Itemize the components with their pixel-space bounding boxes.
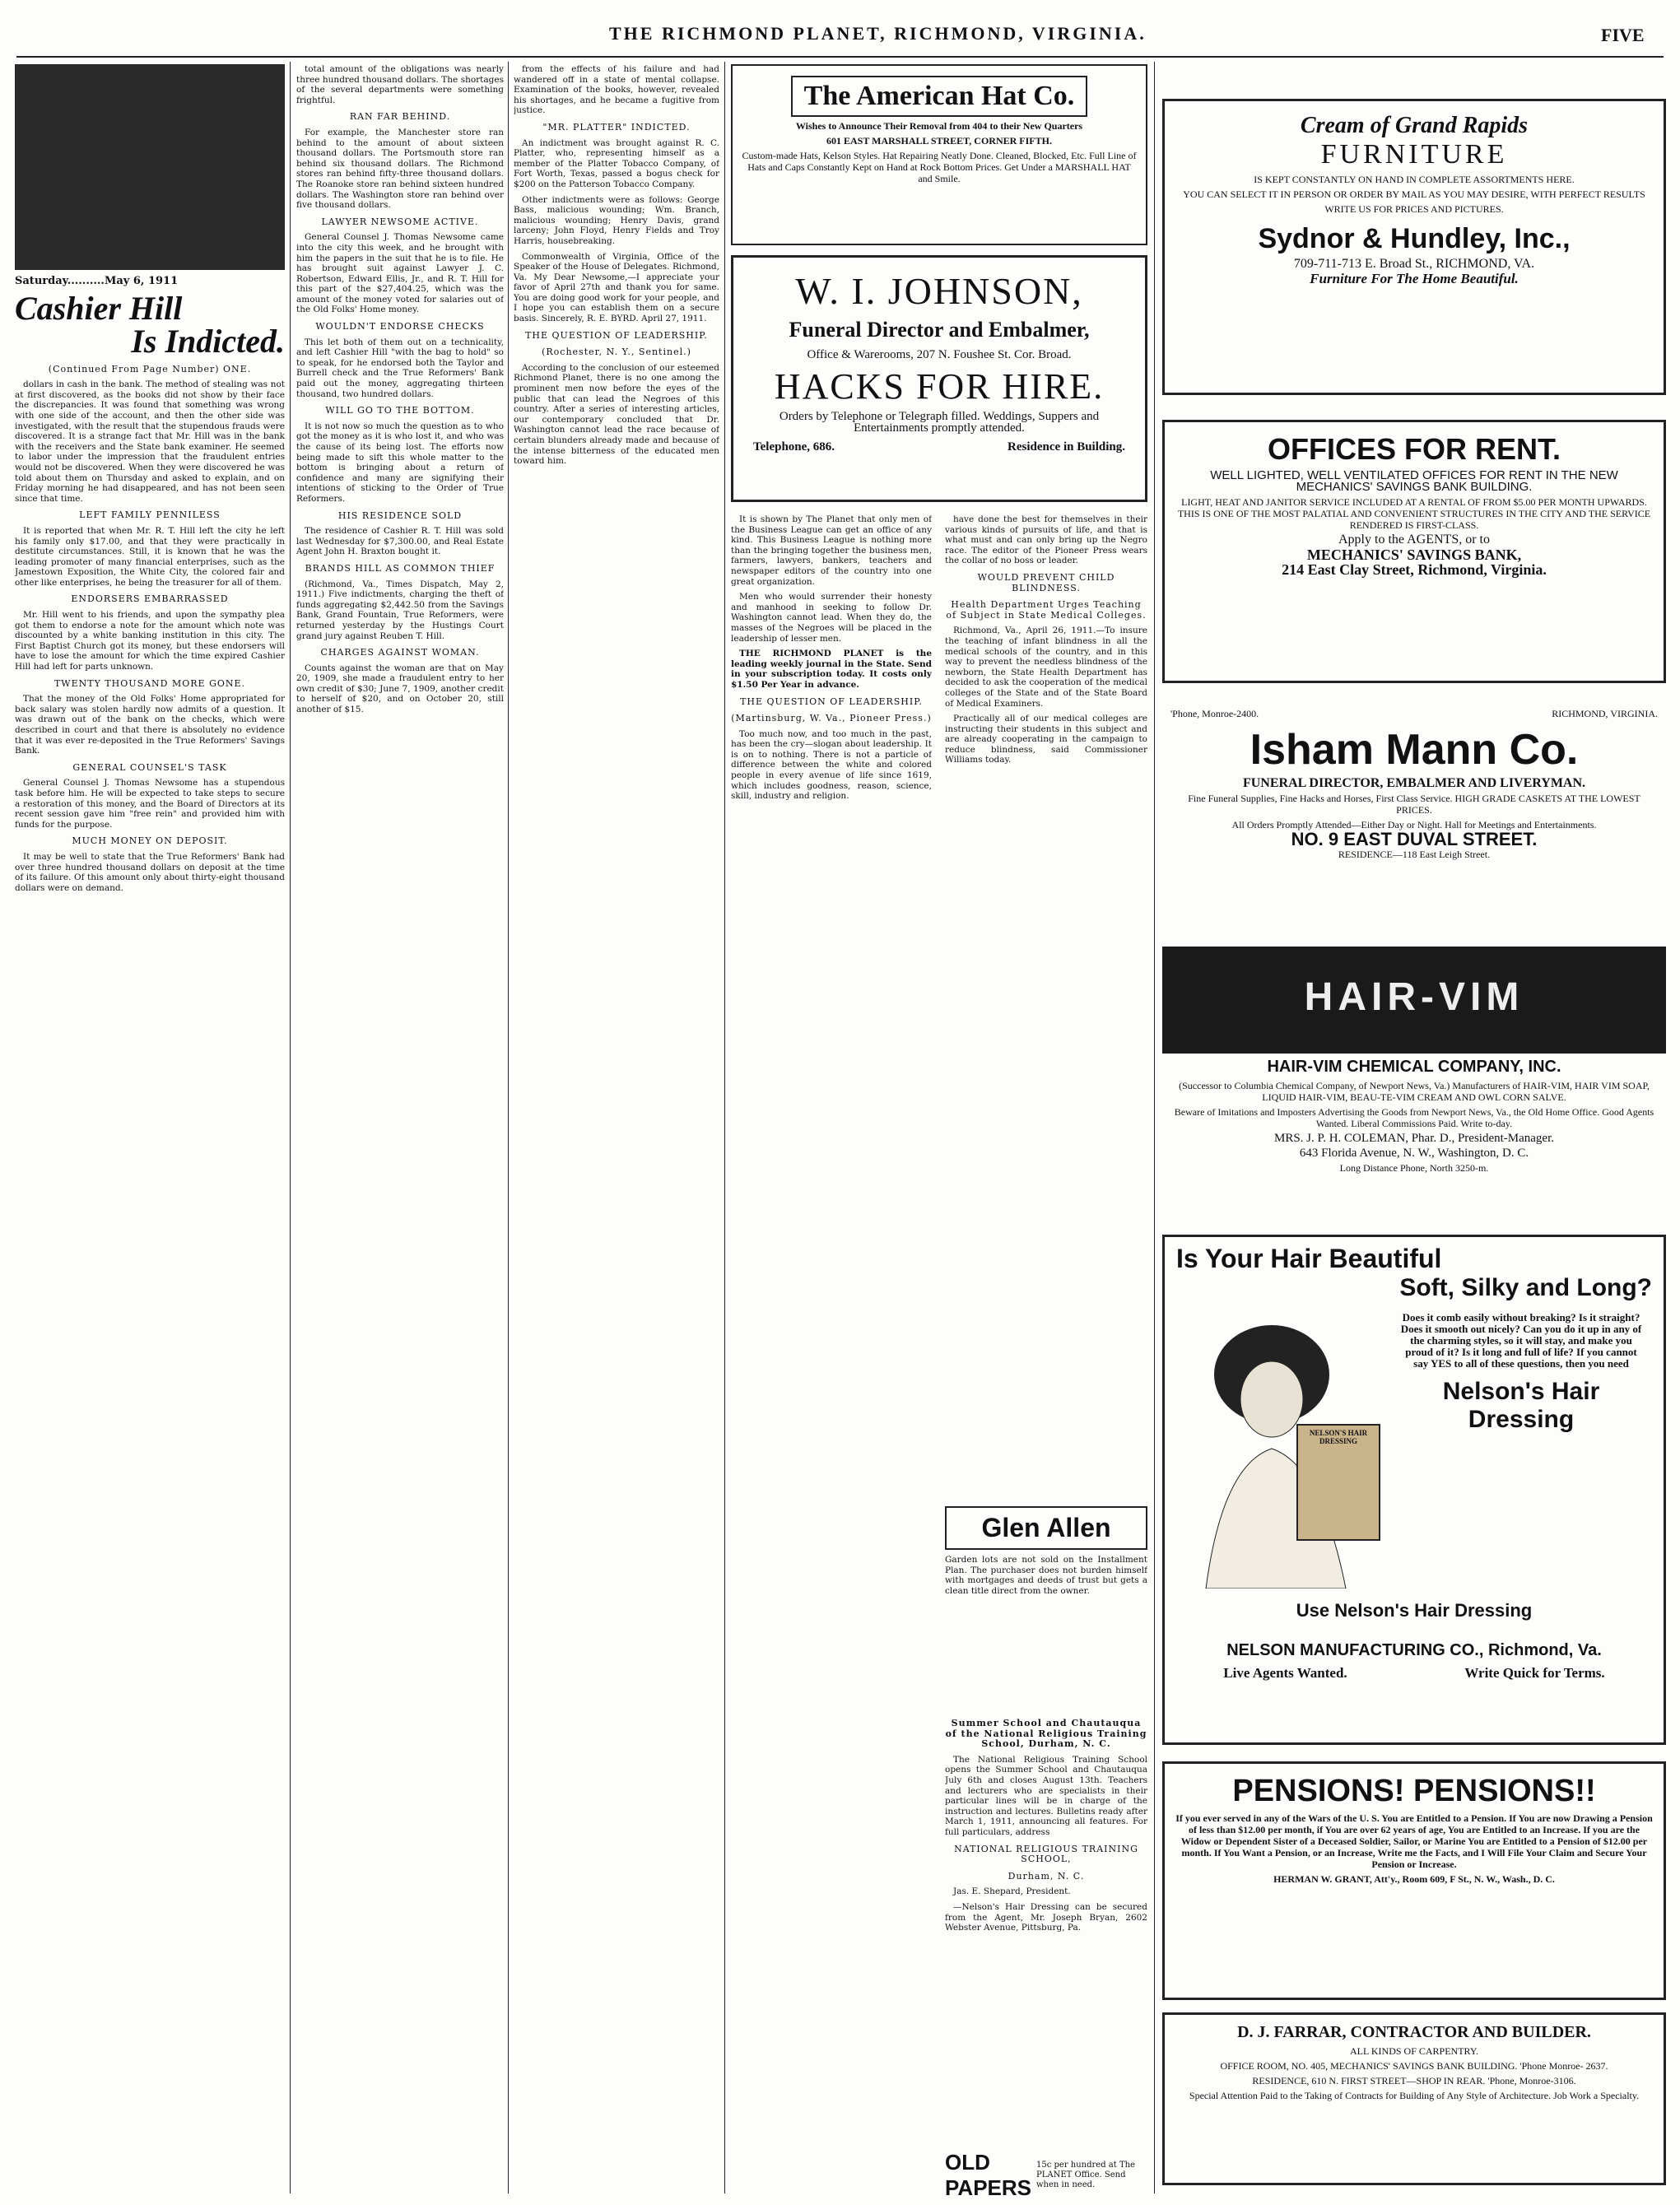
paragraph: According to the conclusion of our esteemed Richmond Planet, there is no one among the prominent men now before the eyes of the public that can lead the Negroes of this country. After a series of interesting articles, our contemporary concluded that Dr. Washington cannot lead the race because of certain blunders already made and because of the intense bitterness of the educated men toward him. bbox=[514, 362, 719, 467]
woman-portrait-image bbox=[1173, 1309, 1379, 1589]
page-number: FIVE bbox=[1601, 25, 1645, 45]
hair-vim-ad bbox=[1162, 1058, 1666, 1222]
ad-line: WRITE US FOR PRICES AND PICTURES. bbox=[1324, 203, 1504, 215]
ad-product: Nelson's Hair Dressing bbox=[1442, 1378, 1600, 1433]
summer-school-notice bbox=[945, 1712, 1147, 2066]
subhead: WOULDN'T ENDORSE CHECKS bbox=[315, 321, 485, 333]
article-column-5 bbox=[945, 514, 1147, 1494]
ad-title: PENSIONS! PENSIONS!! bbox=[1232, 1774, 1596, 1808]
paragraph: Mr. Hill went to his friends, and upon the sympathy plea got them to endorse a note for the amount which note was discounted by a white banking institution in this city. The First Baptist Church got its money, but these endorsers will have to lose the amount for which the time expired Cashier Hill had left for parts unknown. bbox=[15, 610, 285, 672]
notice-signature: Jas. E. Shepard, President. bbox=[953, 1886, 1071, 1897]
smudged-emblem-image bbox=[15, 64, 285, 270]
ad-name: D. J. FARRAR, CONTRACTOR AND BUILDER. bbox=[1237, 2023, 1591, 2041]
ad-top: Cream of Grand Rapids bbox=[1300, 113, 1529, 138]
header-rule bbox=[16, 56, 1664, 58]
paragraph: An indictment was brought against R. C. Platter, who, representing himself as a member of the Platter Tobacco Company, of Fort Worth, Texas, passed a bogus check for $200 on the Patterson Tobacco Company. bbox=[514, 137, 719, 189]
ad-line: Orders by Telephone or Telegraph filled. Weddings, Suppers and Entertainments promptly attended. bbox=[779, 410, 1100, 435]
ad-line: Special Attention Paid to the Taking of Contracts for Building of Any Style of Architecture. Job Work a Specialty. bbox=[1189, 2090, 1640, 2101]
ad-title: OFFICES FOR RENT. bbox=[1267, 432, 1561, 466]
ad-hacks: HACKS FOR HIRE. bbox=[774, 366, 1105, 407]
notice-address: Durham, N. C. bbox=[1008, 1870, 1085, 1882]
ad-line: Fine Funeral Supplies, Fine Hacks and Horses, First Class Service. HIGH GRADE CASKETS AT THE LOWEST PRICES. bbox=[1188, 793, 1640, 816]
subhead-deck: Health Department Urges Teaching of Subject in State Medical Colleges. bbox=[946, 599, 1147, 621]
ad-name: Sydnor & Hundley, Inc., bbox=[1258, 223, 1571, 254]
paragraph: Counts against the woman are that on May 20, 1909, she made a fraudulent entry to her own credit of $30; June 7, 1909, another credit to herself of $20, and on October 20, still another of $15. bbox=[296, 663, 504, 715]
old-papers-notice bbox=[945, 2152, 1147, 2198]
continued-note: (Continued From Page Number) ONE. bbox=[48, 363, 252, 374]
subscription-notice: THE RICHMOND PLANET is the leading weekly journal in the State. Send in your subscription today. It costs only $1.50 Per Year in advance. bbox=[731, 649, 932, 690]
ad-residence: RESIDENCE—118 East Leigh Street. bbox=[1338, 849, 1491, 860]
notice-address: NATIONAL RELIGIOUS TRAINING SCHOOL, bbox=[954, 1843, 1138, 1865]
paragraph: General Counsel J. Thomas Newsome has a stupendous task before him. He will be expected to take steps to secure a restoration of this money, and the Board of Directors at its recent session gave him "free rein" and provided him with funds for the purpose. bbox=[15, 778, 285, 830]
ad-line: Custom-made Hats, Kelson Styles. Hat Repairing Neatly Done. Cleaned, Blocked, Etc. Full Line of Hats and Caps Constantly Kept on Hand at Rock Bottom Prices. Get Under a MARSHALL HAT and Smile. bbox=[742, 150, 1137, 184]
ad-role: Funeral Director and Embalmer, bbox=[789, 318, 1090, 342]
ad-line: All Orders Promptly Attended—Either Day or Night. Hall for Meetings and Entertainments. bbox=[1231, 819, 1597, 830]
article-column-3 bbox=[514, 64, 719, 2196]
subhead: TWENTY THOUSAND MORE GONE. bbox=[54, 677, 246, 689]
ad-line: IS KEPT CONSTANTLY ON HAND IN COMPLETE ASSORTMENTS HERE. bbox=[1254, 174, 1575, 185]
ad-line: MECHANICS' SAVINGS BANK, bbox=[1306, 547, 1522, 563]
ad-title: The American Hat Co. bbox=[791, 76, 1088, 117]
subhead: WOULD PREVENT CHILD BLINDNESS. bbox=[977, 571, 1115, 593]
ad-question-1: Is Your Hair Beautiful bbox=[1176, 1244, 1442, 1273]
ad-name: HAIR-VIM CHEMICAL COMPANY, INC. bbox=[1267, 1058, 1561, 1076]
ad-role: FUNERAL DIRECTOR, EMBALMER AND LIVERYMAN. bbox=[1242, 776, 1586, 790]
subhead: MUCH MONEY ON DEPOSIT. bbox=[72, 835, 228, 847]
ad-signature: HERMAN W. GRANT, Att'y., Room 609, F St., N. W., Wash., D. C. bbox=[1273, 1873, 1555, 1885]
ad-use-line: Use Nelson's Hair Dressing bbox=[1296, 1600, 1533, 1621]
ad-city: RICHMOND, VIRGINIA. bbox=[1552, 708, 1658, 719]
page-header bbox=[0, 0, 1680, 58]
article-column-1 bbox=[15, 64, 285, 2196]
column-rule bbox=[1154, 62, 1155, 2193]
subhead: RAN FAR BEHIND. bbox=[349, 111, 451, 123]
paragraph: have done the best for themselves in their various kinds of pursuits of life, and that is what must and can only bring up the Negro race. The editor of the Pioneer Press wears the collar of no boss or leader. bbox=[945, 514, 1147, 566]
paragraph: The National Religious Training School opens the Summer School and Chautauqua July 6th and closes August 13th. Teachers and lecturers who are specialists in their particular lines will be in charge of the instruction and lectures. Bulletins ready after March 1, 1911, announcing all features. For full particulars, address bbox=[945, 1754, 1147, 1837]
ad-furniture: FURNITURE bbox=[1320, 139, 1508, 170]
paragraph: It is not now so much the question as to who got the money as it is who lost it, and who was the cause of its being lost. The efforts now being made to sift this whole matter to the bottom is bringing about a return of confidence and many are signifying their intentions of sticking to the Order of True Reformers. bbox=[296, 421, 504, 504]
subhead: ENDORSERS EMBARRASSED bbox=[71, 593, 229, 605]
ad-line: Long Distance Phone, North 3250-m. bbox=[1339, 1162, 1489, 1174]
ad-title: Glen Allen bbox=[945, 1506, 1147, 1550]
paragraph: Too much now, and too much in the past, has been the cry—slogan about leadership. It is on to nothing. There is not a particle of difference between the white and colored people in every avenue of life since 1619, which includes goodness, reason, science, skill, industry and religion. bbox=[731, 728, 932, 802]
paragraph: Men who would surrender their honesty and manhood in seeking to follow Dr. Washington cannot lead. When they do, the masses of the Negroes will be placed in the leadership of lesser men. bbox=[731, 592, 932, 644]
ad-line: Beware of Imitations and Imposters Advertising the Goods from Newport News, Va., the Old Home Office. Good Agents Wanted. Liberal Commissions Paid. Write to-day. bbox=[1174, 1106, 1654, 1129]
ad-address: 709-711-713 E. Broad St., RICHMOND, VA. bbox=[1293, 257, 1535, 271]
paragraph: General Counsel J. Thomas Newsome came into the city this week, and he brought with him the papers in the suit that he is to file. He has brought suit against Lawyer J. C. Robertson, Edward Ellis, Jr., and R. T. Hill for this part of the $27,404.25, which was the amount of the money voted for salaries out of the Old Folks' Home money. bbox=[296, 232, 504, 315]
ad-address: NO. 9 EAST DUVAL STREET. bbox=[1291, 829, 1538, 849]
paragraph: It may be well to state that the True Reformers' Bank had over three hundred thousand dollars on deposit at the time of its failure. Of this amount only about thirty-eight thousand dollars were on demand. bbox=[15, 851, 285, 893]
bottle-label: NELSON'S HAIR DRESSING bbox=[1309, 1429, 1368, 1445]
ad-residence: Residence in Building. bbox=[1008, 440, 1125, 454]
ad-write: Write Quick for Terms. bbox=[1464, 1665, 1605, 1681]
ad-line: Apply to the AGENTS, or to bbox=[1338, 533, 1490, 547]
ad-line: LIGHT, HEAT AND JANITOR SERVICE INCLUDED AT A RENTAL OF FROM $5.00 PER MONTH UPWARDS. THIS IS ONE OF THE MOST PALATIAL AND CONVENIENT STRUCTURES IN THE CITY AND THE SERVICE RENDERED IS FIRST-CLASS. bbox=[1177, 496, 1651, 531]
ad-line: 214 East Clay Street, Richmond, Virginia. bbox=[1282, 561, 1547, 578]
subhead-source: (Martinsburg, W. Va., Pioneer Press.) bbox=[731, 713, 932, 724]
isham-mann-ad bbox=[1162, 708, 1666, 922]
nelson-hair-dressing-ad bbox=[1162, 1235, 1666, 1745]
farrar-builder-ad bbox=[1162, 2012, 1666, 2185]
paragraph: It is shown by The Planet that only men of the Business League can get an office of any kind. This Business League is nothing more than the bringing together the business men, farmers, lawyers, bankers, teachers and newspaper editors of the country into one great organization. bbox=[731, 514, 932, 587]
dateline: Saturday..........May 6, 1911 bbox=[15, 275, 179, 287]
column-rule bbox=[724, 62, 725, 2193]
ad-line: YOU CAN SELECT IT IN PERSON OR ORDER BY MAIL AS YOU MAY DESIRE, WITH PERFECT RESULTS bbox=[1183, 188, 1645, 200]
column-rule bbox=[290, 62, 291, 2193]
ad-line: (Successor to Columbia Chemical Company, of Newport News, Va.) Manufacturers of HAIR-VIM, HAIR VIM SOAP, LIQUID HAIR-VIM, BEAU-TE-VIM CREAM AND OWL CORN SALVE. bbox=[1179, 1080, 1650, 1103]
ad-line: RESIDENCE, 610 N. FIRST STREET—SHOP IN REAR. 'Phone, Monroe-3106. bbox=[1252, 2075, 1576, 2086]
subhead: CHARGES AGAINST WOMAN. bbox=[320, 647, 480, 658]
ad-question-2: Soft, Silky and Long? bbox=[1399, 1274, 1652, 1301]
subhead: LEFT FAMILY PENNILESS bbox=[79, 509, 221, 521]
johnson-funeral-ad bbox=[731, 255, 1147, 502]
subhead: LAWYER NEWSOME ACTIVE. bbox=[321, 216, 479, 227]
ad-line: WELL LIGHTED, WELL VENTILATED OFFICES FOR RENT IN THE NEW MECHANICS' SAVINGS BANK BUILDING. bbox=[1210, 468, 1618, 494]
hair-dressing-bottle-image bbox=[1296, 1424, 1380, 1541]
ad-tagline: Furniture For The Home Beautiful. bbox=[1310, 271, 1519, 286]
ad-phone: 'Phone, Monroe-2400. bbox=[1170, 708, 1259, 719]
notice-text: 15c per hundred at The PLANET Office. Send when in need. bbox=[1036, 2160, 1135, 2189]
american-hat-ad bbox=[731, 64, 1147, 245]
subhead: THE QUESTION OF LEADERSHIP. bbox=[740, 695, 923, 707]
subhead: "MR. PLATTER" INDICTED. bbox=[542, 121, 691, 133]
subhead-source: (Rochester, N. Y., Sentinel.) bbox=[542, 347, 691, 358]
ad-line: MRS. J. P. H. COLEMAN, Phar. D., President-Manager. bbox=[1274, 1132, 1554, 1145]
paragraph: Richmond, Va., April 26, 1911.—To insure the teaching of infant blindness in all the medical schools of the country, and in this way to prevent the needless blindness of the newborn, the State Health Department has decided to ask the cooperation of the medical colleges of the State and of the State Board of Medical Examiners. bbox=[945, 626, 1147, 709]
paragraph: from the effects of his failure and had wandered off in a state of mental collapse. Examination of the books, however, revealed his shortages, and he became a fugitive from justice. bbox=[514, 64, 719, 116]
paragraph: The residence of Cashier R. T. Hill was sold last Wednesday for $7,300.00, and Real Estate Agent John H. Braxton bought it. bbox=[296, 526, 504, 557]
subhead: THE QUESTION OF LEADERSHIP. bbox=[525, 329, 708, 341]
article-column-2 bbox=[296, 64, 504, 2196]
hair-vim-logo-image bbox=[1162, 947, 1666, 1054]
ad-name: W. I. JOHNSON, bbox=[795, 270, 1083, 312]
paragraph: Practically all of our medical colleges are instructing their students in this subject and are already cooperating in the campaign to reduce blindness, said Commissioner Williams today. bbox=[945, 714, 1147, 765]
pensions-ad bbox=[1162, 1761, 1666, 2000]
logo-text: HAIR-VIM bbox=[1304, 975, 1524, 1019]
paragraph: Commonwealth of Virginia, Office of the Speaker of the House of Delegates. Richmond, Va. My Dear Newsome,—I appreciate your favor of April 27th and thank you for same. You are doing good work for your people, and I hope you can establish them on a secure basis. Sincerely, R. E. BYRD. April 27, 1911. bbox=[514, 251, 719, 324]
paragraph: This let both of them out on a technicality, and left Cashier Hill "with the bag to hold" so to speak, for he endorsed both the Taylor and Burrell check and the True Reformers' Bank paid out the money, aggregating thirteen thousand, two hundred dollars. bbox=[296, 337, 504, 399]
paragraph: dollars in cash in the bank. The method of stealing was not at first discovered, as the books did not show by their face the discrepancies. It was found that something was wrong with one side of the account, and then the other side was investigated, with the result that the stupendous frauds were discovered. It is a strange fact that Mr. Hill was in the bank with the receivers and the State bank examiner. He seemed to labor under the impression that the fraudulent entries would not be discovered. When they were discovered he was told about them on Thursday and asked to explain, and on Friday morning he had disappeared, and has not been seen since that time. bbox=[15, 379, 285, 504]
headline-line-1: Cashier Hill bbox=[15, 289, 183, 327]
ad-line: Wishes to Announce Their Removal from 404 to their New Quarters bbox=[795, 120, 1083, 132]
offices-for-rent-ad bbox=[1162, 420, 1666, 683]
ad-line: ALL KINDS OF CARPENTRY. bbox=[1349, 2045, 1479, 2057]
nelson-agent-note: —Nelson's Hair Dressing can be secured from the Agent, Mr. Joseph Bryan, 2602 Webster Avenue, Pittsburg, Pa. bbox=[945, 1901, 1147, 1933]
article-column-4 bbox=[731, 514, 932, 2193]
subhead: WILL GO TO THE BOTTOM. bbox=[325, 405, 475, 416]
paragraph: It is reported that when Mr. R. T. Hill left the city he left his family only $17.00, and that they were practically in destitute circumstances. Still, it is known that he was the leading promoter of many financial enterprises, such as the Jamestown Exposition, the White City, the colored fair and other like enterprises, he being the treasurer for all of them. bbox=[15, 525, 285, 588]
subhead: BRANDS HILL AS COMMON THIEF bbox=[305, 562, 496, 574]
sydnor-hundley-ad bbox=[1162, 99, 1666, 395]
headline-line-2: Is Indicted. bbox=[131, 322, 285, 360]
ad-name: Isham Mann Co. bbox=[1250, 726, 1579, 774]
paragraph: For example, the Manchester store ran behind to the amount of about sixteen thousand dollars. The Portsmouth store ran behind six thousand dollars. The Richmond stores ran behind fifty-three thousand dollars. The Roanoke store ran behind sixteen hundred dollars. The Washington store ran behind over five thousand dollars. bbox=[296, 127, 504, 211]
subhead: HIS RESIDENCE SOLD bbox=[337, 509, 463, 521]
subhead: GENERAL COUNSEL'S TASK bbox=[72, 761, 227, 773]
ad-agents: Live Agents Wanted. bbox=[1223, 1665, 1347, 1681]
ad-line: 643 Florida Avenue, N. W., Washington, D. C. bbox=[1299, 1147, 1529, 1160]
ad-line: Office & Warerooms, 207 N. Foushee St. Cor. Broad. bbox=[807, 348, 1072, 361]
paragraph: Other indictments were as follows: George Bass, malicious wounding; Wm. Branch, malicious wounding; Henry Davis, grand larceny; John Floyd, Henry Fields and Troy Harris, housebreaking. bbox=[514, 194, 719, 246]
paragraph: That the money of the Old Folks' Home appropriated for back salary was stolen hardly now admits of a question. It was drawn out of the bank on the checks, which were described in court and that there is absolutely no evidence that it was ever re-deposited in the True Reformers' Savings Bank. bbox=[15, 694, 285, 756]
paragraph: total amount of the obligations was nearly three hundred thousand dollars. The shortages of the several departments were something frightful. bbox=[296, 64, 504, 105]
ad-side-text: Does it comb easily without breaking? Is it straight? Does it smooth out nicely? Can you do it up in any of the charming styles, so it will stay, and make you proud of it? Is it long and full of life? If you cannot say YES to all of these questions, then you need bbox=[1400, 1311, 1642, 1370]
ad-body: Garden lots are not sold on the Installment Plan. The purchaser does not burden himself with mortgages and deeds of trust but gets a clean title direct from the owner. bbox=[945, 1555, 1147, 1596]
notice-title: OLD PAPERS bbox=[945, 2152, 1031, 2198]
ad-body: If you ever served in any of the Wars of the U. S. You are Entitled to a Pension. If You are now Drawing a Pension of less than $12.00 per month, if You are over 62 years of age, You are Entitled to an Increase. If you are the Widow or Dependent Sister of a Deceased Soldier, Sailor, or Marine You are Entitled to a Pension of $12.00 per month. If You Want a Pension, or an Increase, Write me the Facts, and I Will File Your Claim and Secure Your Pension or Increase. bbox=[1175, 1812, 1653, 1870]
ad-line: OFFICE ROOM, NO. 405, MECHANICS' SAVINGS BANK BUILDING. 'Phone Monroe- 2637. bbox=[1220, 2060, 1608, 2072]
ad-phone: Telephone, 686. bbox=[753, 440, 835, 454]
newspaper-title: THE RICHMOND PLANET, RICHMOND, VIRGINIA. bbox=[609, 23, 1147, 44]
ad-company: NELSON MANUFACTURING CO., Richmond, Va. bbox=[1226, 1641, 1602, 1659]
paragraph: (Richmond, Va., Times Dispatch, May 2, 1911.) Five indictments, charging the theft of funds aggregating $2,442.50 from the Savings Bank, Grand Fountain, True Reformers, were returned yesterday by the Hustings Court grand jury against Reuben T. Hill. bbox=[296, 579, 504, 641]
column-rule bbox=[508, 62, 509, 2193]
ad-line: 601 EAST MARSHALL STREET, CORNER FIFTH. bbox=[826, 135, 1052, 147]
notice-title: Summer School and Chautauqua of the National Religious Training School, Durham, N. C. bbox=[945, 1718, 1147, 1750]
